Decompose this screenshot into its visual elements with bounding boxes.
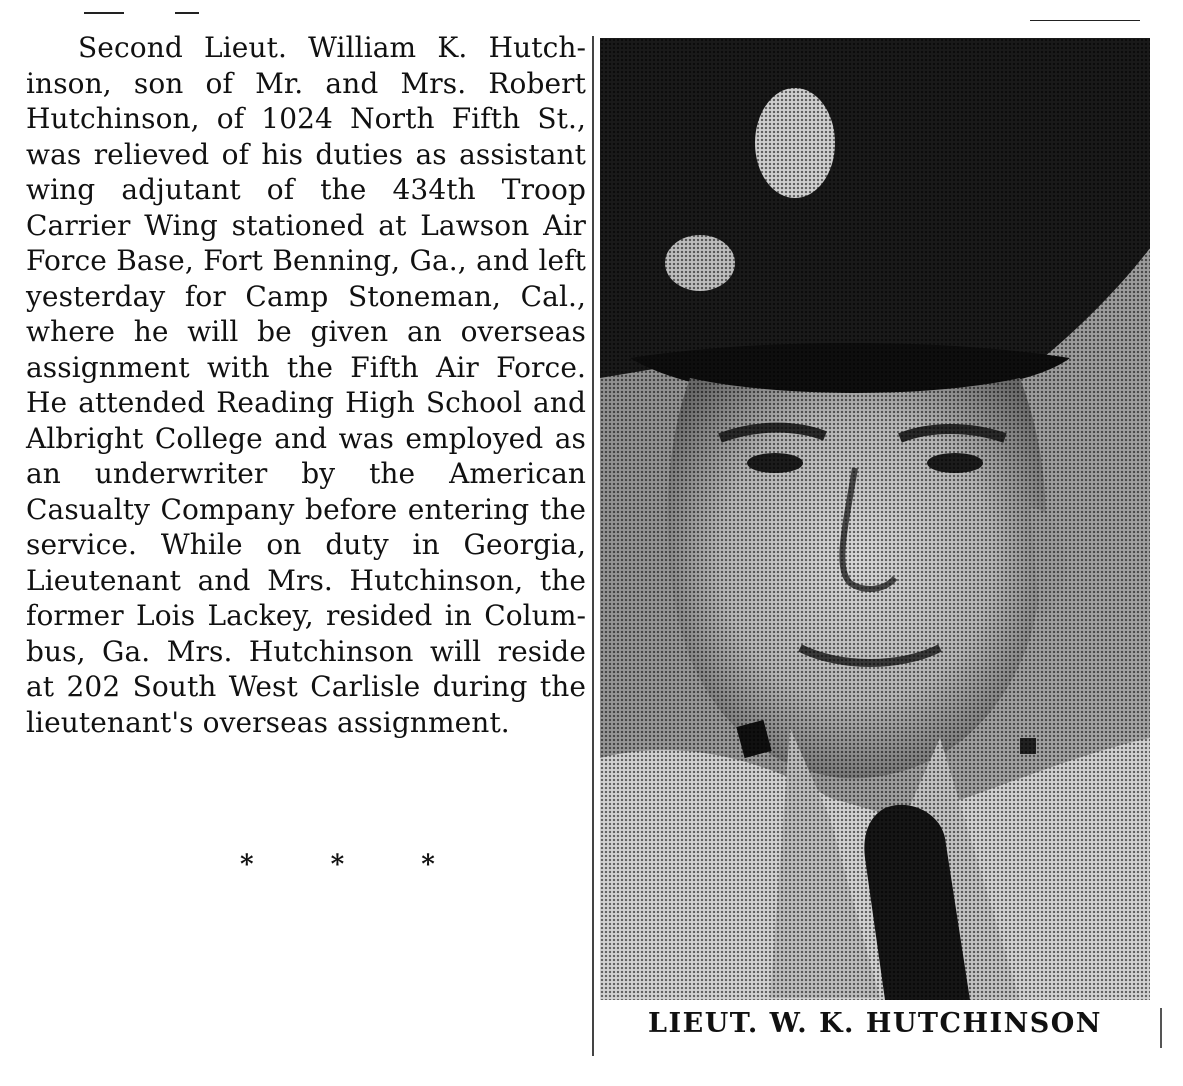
column-rule	[592, 36, 594, 1056]
cap-button	[665, 235, 735, 291]
top-rule-mid	[175, 12, 199, 14]
collar-pin	[1020, 738, 1036, 754]
caption-rule	[1160, 1008, 1162, 1048]
cap-badge	[755, 88, 835, 198]
portrait-illustration	[600, 38, 1150, 1000]
left-eye	[747, 453, 803, 473]
portrait-photo	[600, 38, 1150, 1000]
article-column	[26, 30, 586, 740]
photo-caption: LIEUT. W. K. HUTCHINSON	[648, 1008, 1102, 1039]
section-separator: * * *	[240, 850, 469, 880]
article-body: Second Lieut. William K. Hutchinson, son of Mr. and Mrs. Robert Hutchinson, of 1024 North Fifth St., was relieved of his duties as assistant wing adjutant of the 434th Troop Carrier Wing stationed at Lawson Air Force Base, Fort Benning, Ga., and left yesterday for Camp Stoneman, Cal., where he will be given an overseas assignment with the Fifth Air Force. He attended Reading High School and Albright College and was employed as an underwriter by the American Casualty Company before entering the service. While on duty in Georgia, Lieutenant and Mrs. Hutchinson, the former Lois Lackey, resided in Columbus, Ga. Mrs. Hutchinson will reside at 202 South West Carlisle during the lieutenant's overseas assignment.	[26, 31, 586, 739]
right-eye	[927, 453, 983, 473]
cap-crown	[600, 38, 1150, 378]
top-rule-left	[84, 12, 124, 14]
top-rule-right	[1030, 20, 1140, 21]
